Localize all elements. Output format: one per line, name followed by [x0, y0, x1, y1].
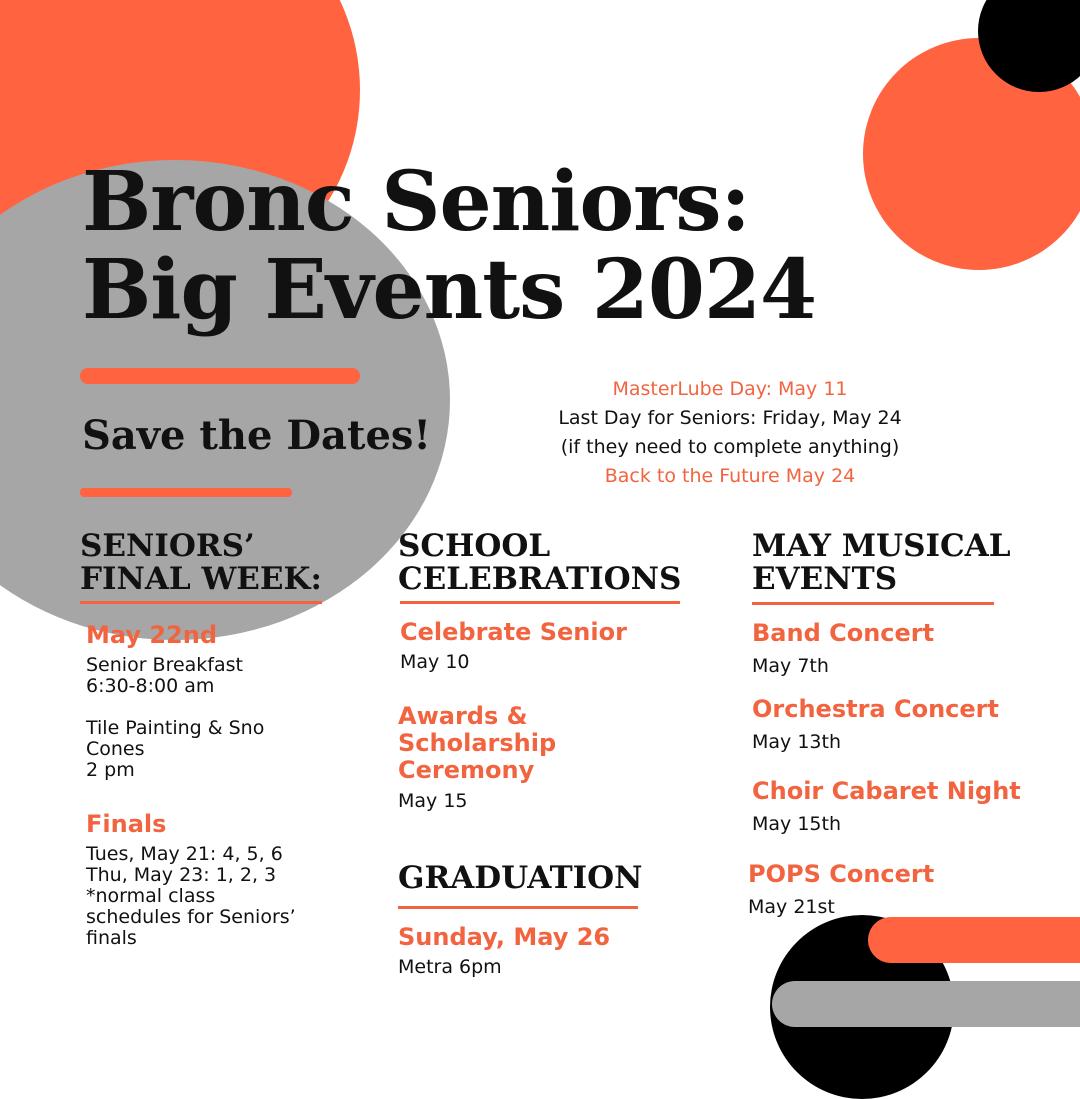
breakfast-details: [86, 655, 243, 697]
celebrate-senior-date: May 10: [400, 651, 470, 673]
heading-line-1: SENIORS’: [80, 528, 255, 564]
musical-events-heading: [752, 530, 1011, 596]
notice-last-day: Last Day for Seniors: Friday, May 24: [558, 407, 902, 429]
awards-line-1: Awards &: [398, 702, 528, 730]
tile-label-1: Tile Painting & Sno: [86, 717, 265, 739]
seniors-final-week-rule: [80, 601, 322, 604]
band-concert-date: May 7th: [752, 655, 829, 677]
musical-events-rule: [752, 602, 994, 605]
notice-back-to-future: Back to the Future May 24: [604, 465, 856, 487]
graduation-rule: [398, 906, 638, 909]
heading-line-2: FINAL WEEK:: [80, 561, 322, 597]
decor-gray-pill-bottom: [772, 981, 1080, 1027]
awards-line-3: Ceremony: [398, 756, 535, 784]
title-line-2: Big Events 2024: [82, 242, 817, 338]
band-concert-title: Band Concert: [752, 619, 935, 647]
notice-block: [515, 375, 945, 491]
finals-line-2: Thu, May 23: 1, 2, 3: [86, 864, 277, 886]
graduation-date: Sunday, May 26: [398, 923, 611, 951]
breakfast-time: 6:30-8:00 am: [86, 675, 215, 697]
tile-time: 2 pm: [86, 759, 135, 781]
pops-concert-title: POPS Concert: [748, 860, 935, 888]
choir-cabaret-date: May 15th: [752, 813, 841, 835]
celebrate-senior-title: Celebrate Senior: [400, 618, 627, 646]
finals-title: Finals: [86, 810, 167, 838]
decor-orange-bar-lower: [80, 488, 292, 497]
finals-details: [86, 844, 296, 949]
breakfast-label: Senior Breakfast: [86, 654, 243, 676]
heading-line-1: SCHOOL: [398, 528, 551, 564]
heading-line-1: MAY MUSICAL: [752, 528, 1011, 564]
graduation-detail: Metra 6pm: [398, 956, 502, 978]
finals-line-1: Tues, May 21: 4, 5, 6: [86, 843, 283, 865]
choir-cabaret-title: Choir Cabaret Night: [752, 777, 1021, 805]
pops-concert-date: May 21st: [748, 896, 835, 918]
awards-title: [398, 703, 556, 784]
finals-line-3: *normal class: [86, 885, 216, 907]
tile-label-2: Cones: [86, 738, 145, 760]
tile-painting-details: [86, 718, 264, 781]
awards-line-2: Scholarship: [398, 729, 557, 757]
graduation-heading: GRADUATION: [398, 860, 643, 896]
school-celebrations-heading: [398, 530, 681, 596]
finals-line-4: schedules for Seniors’: [86, 906, 296, 928]
orchestra-concert-title: Orchestra Concert: [752, 695, 999, 723]
seniors-final-week-heading: [80, 530, 322, 596]
subtitle: Save the Dates!: [82, 412, 431, 459]
decor-orange-pill-bottom: [868, 917, 1080, 963]
finals-line-5: finals: [86, 927, 137, 949]
title-line-1: Bronc Seniors:: [82, 154, 750, 250]
decor-orange-bar-upper: [80, 368, 360, 384]
notice-masterlube: MasterLube Day: May 11: [612, 378, 848, 400]
breakfast-date: May 22nd: [86, 621, 218, 649]
awards-date: May 15: [398, 790, 468, 812]
orchestra-concert-date: May 13th: [752, 731, 841, 753]
heading-line-2: EVENTS: [752, 561, 898, 597]
notice-last-day-note: (if they need to complete anything): [560, 436, 900, 458]
page-title: [82, 154, 817, 338]
school-celebrations-rule: [400, 601, 680, 604]
heading-line-2: CELEBRATIONS: [398, 561, 682, 597]
